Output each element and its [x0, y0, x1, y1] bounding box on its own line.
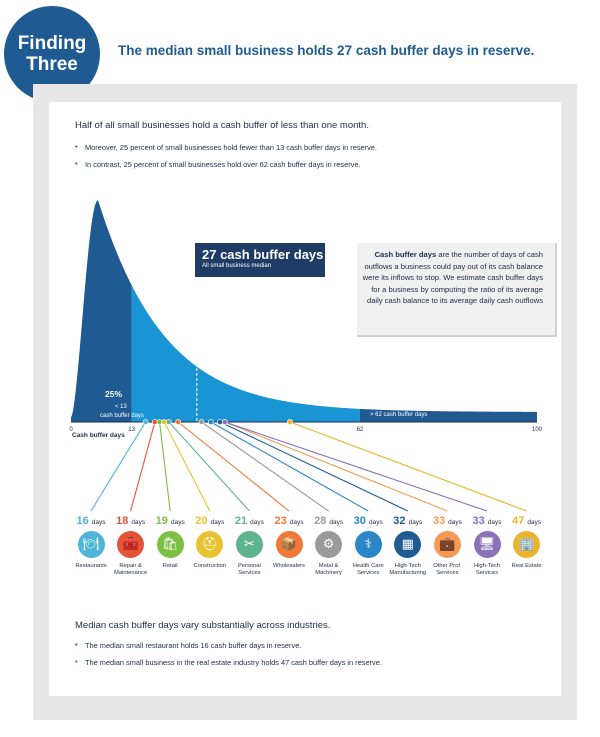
industry-days-unit: days [289, 519, 304, 526]
industry-label: Repair & Maintenance [113, 563, 148, 577]
industry-label: High-Tech Services [473, 563, 501, 577]
industry-days-value: 19 [155, 515, 171, 527]
summary-lead: Median cash buffer days vary substantially across industries. [75, 620, 331, 631]
industry-label: Wholesalers [273, 563, 305, 569]
caduceus-icon: ⚕ [355, 531, 382, 558]
monitor-icon: 🖥 [474, 531, 501, 558]
industry-days-unit: days [91, 519, 106, 526]
industry-days-value: 28 [314, 515, 330, 527]
industry-days [504, 515, 550, 527]
industry-marker-dot [166, 419, 171, 424]
gears-icon: ⚙ [315, 531, 342, 558]
industry-label: Construction [193, 563, 227, 569]
industry-marker-dot [222, 419, 227, 424]
x-axis-title: Cash buffer days [72, 432, 125, 439]
industry-days-value: 33 [432, 515, 449, 527]
median-callout [195, 243, 325, 277]
industry-days-value: 21 [234, 515, 251, 527]
industry-days-unit: days [329, 519, 344, 526]
industry-days-unit: days [368, 519, 383, 526]
industry-connectors [91, 419, 527, 511]
industry-label: Health Care Services [352, 563, 384, 577]
industry-label: Metal & Machinery [315, 563, 342, 577]
industry-days-value: 33 [472, 515, 488, 527]
industry-days-unit: days [487, 519, 502, 526]
industry-days-unit: days [170, 519, 185, 526]
industry-label: High-Tech Manufacturing [389, 563, 427, 577]
industry-days-unit: days [527, 519, 542, 526]
briefcase-icon: 💼 [434, 531, 461, 558]
industry-item [504, 515, 550, 570]
intro-bullets [75, 143, 377, 177]
industry-label: Restaurants [75, 563, 107, 569]
x-tick-label: 100 [531, 427, 543, 433]
x-tick-label: 13 [128, 427, 135, 433]
definition-box [357, 243, 557, 337]
industry-days-unit: days [131, 519, 146, 526]
industry-marker-dot [143, 419, 148, 424]
page-headline: The median small business holds 27 cash buffer days in reserve. [118, 43, 535, 58]
shopping-bag-icon: 🛍 [157, 531, 184, 558]
industry-connector-line [290, 422, 527, 511]
intro-bullet: • In contrast, 25 percent of small businesses hold over 62 cash buffer days in reserve. [75, 160, 377, 169]
industry-marker-dot [287, 419, 292, 424]
industry-days-value: 32 [393, 515, 409, 527]
industry-label: Other Prof. Services [433, 563, 462, 577]
industry-days-value: 47 [512, 515, 528, 527]
industry-label: Retail [162, 563, 178, 569]
badge-line1: Finding [17, 33, 87, 54]
boxes-icon: 📦 [276, 531, 303, 558]
industry-days-value: 18 [116, 515, 132, 527]
industry-days-value: 23 [274, 515, 290, 527]
definition-term: Cash buffer days [374, 250, 437, 259]
industry-connector-line [160, 422, 171, 511]
toolbox-icon: 🧰 [117, 531, 144, 558]
scissors-icon: ✂ [236, 531, 263, 558]
summary-bullet: • The median small business in the real estate industry holds 47 cash buffer days in reserve. [75, 658, 382, 667]
plate-icon: 🍽 [78, 531, 105, 558]
segment-low-pct: 25% [105, 389, 123, 399]
industry-connector-line [169, 422, 250, 511]
industry-marker-dot [208, 419, 213, 424]
industry-days-value: 16 [76, 515, 92, 527]
badge-line2: Three [26, 54, 78, 75]
summary-bullets [75, 641, 382, 675]
industry-marker-dot [199, 419, 204, 424]
x-tick-label: 62 [356, 427, 364, 433]
area-segment-middle [132, 285, 360, 422]
chip-icon: ▦ [394, 531, 421, 558]
median-title: 27 cash buffer days [202, 247, 324, 262]
industry-days-unit: days [448, 519, 462, 526]
industry-label: Personal Services [237, 563, 261, 577]
segment-low-text: < 13 [115, 404, 127, 410]
industry-connector-line [225, 422, 448, 511]
segment-high-text: > 62 cash buffer days [370, 412, 428, 418]
industry-connector-line [164, 422, 210, 511]
distribution-chart [60, 180, 560, 540]
industry-days-unit: days [250, 519, 264, 526]
industry-days-unit: days [408, 519, 423, 526]
median-subtitle: All small business median [202, 263, 272, 269]
intro-bullet: • Moreover, 25 percent of small businesses hold fewer than 13 cash buffer days in reserve. [75, 143, 377, 152]
segment-high-pct: 25% [370, 398, 388, 408]
industry-connector-line [220, 422, 408, 511]
definition-text: are the number of days of cash outflows a business could pay out of its cash balance were its inflows to stop. We estimate cash buffer days for a business by computing the ratio of its average daily cash balance to its average daily cash outflows [362, 250, 543, 306]
hard-hat-icon: ⛑ [196, 531, 223, 558]
area-segment-low [71, 200, 132, 422]
building-icon: 🏢 [513, 531, 540, 558]
industry-label: Real Estate [511, 563, 542, 569]
industry-days-value: 30 [353, 515, 369, 527]
industry-days-unit: days [210, 519, 225, 526]
x-tick-label: 0 [69, 427, 73, 433]
summary-bullet: • The median small restaurant holds 16 cash buffer days in reserve. [75, 641, 382, 650]
intro-lead: Half of all small businesses hold a cash buffer of less than one month. [75, 120, 369, 131]
industry-connector-line [131, 422, 155, 511]
industry-marker-dot [176, 419, 181, 424]
industry-days-value: 20 [195, 515, 211, 527]
segment-low-text: cash buffer days [100, 413, 144, 419]
